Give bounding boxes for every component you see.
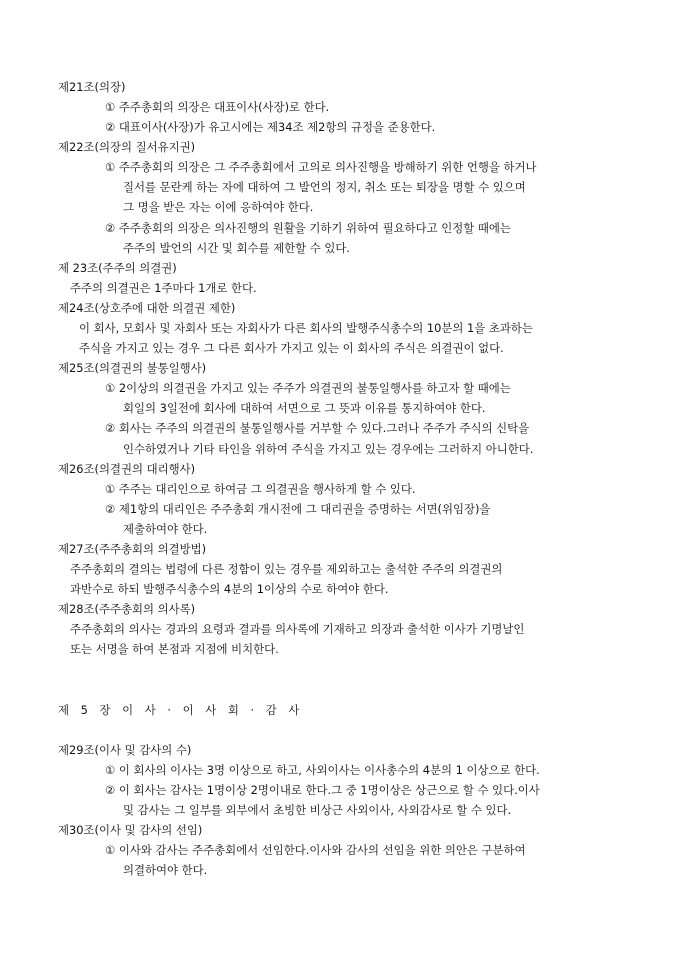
clause-item: ② 주주총회의 의장은 의사진행의 원활을 기하기 위하여 필요하다고 인정할 때에는 (105, 221, 511, 235)
clause-continuation: 회일의 3일전에 회사에 대하여 서면으로 그 뜻과 이유를 통지하여야 한다. (123, 401, 486, 415)
article-heading: 제24조(상호주에 대한 의결권 제한) (58, 301, 236, 315)
clause-item: ② 회사는 주주의 의결권의 불통일행사를 거부할 수 있다.그러나 주주가 주식의 신탁을 (105, 421, 530, 435)
article-body: 과반수로 하되 발행주식총수의 4분의 1이상의 수로 하여야 한다. (70, 582, 389, 596)
article-body: 주식을 가지고 있는 경우 그 다른 회사가 가지고 있는 이 회사의 주식은 의결권이 없다. (79, 341, 504, 355)
clause-item: ② 제1항의 대리인은 주주총회 개시전에 그 대리권을 증명하는 서면(위임장)을 (105, 502, 491, 516)
clause-continuation: 제출하여야 한다. (123, 522, 208, 536)
article-heading: 제30조(이사 및 감사의 선임) (58, 823, 203, 837)
article-heading: 제22조(의장의 질서유지권) (58, 140, 196, 154)
article-body: 이 회사, 모회사 및 자회사 또는 자회사가 다른 회사의 발행주식총수의 10분의 1을 초과하는 (79, 321, 533, 335)
clause-continuation: 그 명을 받은 자는 이에 응하여야 한다. (123, 200, 314, 214)
clause-item: ① 주주총회의 의장은 그 주주총회에서 고의로 의사진행을 방해하기 위한 언행을 하거나 (105, 160, 537, 174)
clause-continuation: 및 감사는 그 일부를 외부에서 초빙한 비상근 사외이사, 사외감사로 할 수 있다. (123, 803, 512, 817)
article-body: 주주의 의결권은 1주마다 1개로 한다. (70, 281, 257, 295)
article-heading: 제27조(주주총회의 의결방법) (58, 542, 207, 556)
clause-item: ① 주주총회의 의장은 대표이사(사장)로 한다. (105, 100, 330, 114)
article-body: 주주총회의 결의는 법령에 다른 정함이 있는 경우를 제외하고는 출석한 주주의 의결권의 (70, 562, 503, 576)
clause-item: ① 이 회사의 이사는 3명 이상으로 하고, 사외이사는 이사총수의 4분의 1 이상으로 한다. (105, 763, 540, 777)
article-body: 주주총회의 의사는 경과의 요령과 결과를 의사록에 기재하고 의장과 출석한 이사가 기명날인 (70, 622, 525, 636)
article-body: 또는 서명을 하여 본점과 지점에 비치한다. (70, 642, 279, 656)
clause-item: ① 2이상의 의결권을 가지고 있는 주주가 의결권의 불통일행사를 하고자 할 때에는 (105, 381, 511, 395)
article-heading: 제25조(의결권의 불통일행사) (58, 361, 207, 375)
article-heading: 제28조(주주총회의 의사록) (58, 602, 196, 616)
clause-item: ② 이 회사는 감사는 1명이상 2명이내로 한다.그 중 1명이상은 상근으로 할 수 있다.이사 (105, 783, 540, 797)
article-heading: 제26조(의결권의 대리행사) (58, 462, 196, 476)
clause-continuation: 주주의 발언의 시간 및 회수를 제한할 수 있다. (123, 241, 351, 255)
clause-continuation: 의결하여야 한다. (123, 863, 208, 877)
clause-continuation: 인수하였거나 기타 타인을 위하여 주식을 가지고 있는 경우에는 그러하지 아니한다. (123, 442, 534, 456)
chapter-heading: 제 5 장 이 사 · 이 사 회 · 감 사 (58, 703, 304, 717)
article-heading: 제29조(이사 및 감사의 수) (58, 743, 192, 757)
clause-item: ① 이사와 감사는 주주총회에서 선임한다.이사와 감사의 선임을 위한 의안은 구분하여 (105, 843, 526, 857)
article-heading: 제 23조(주주의 의결권) (58, 261, 177, 275)
article-heading: 제21조(의장) (58, 80, 126, 94)
clause-item: ② 대표이사(사장)가 유고시에는 제34조 제2항의 규정을 준용한다. (105, 120, 436, 134)
clause-continuation: 질서를 문란케 하는 자에 대하여 그 발언의 정지, 취소 또는 퇴장을 명할 수 있으며 (123, 180, 526, 194)
clause-item: ① 주주는 대리인으로 하여금 그 의결권을 행사하게 할 수 있다. (105, 482, 416, 496)
